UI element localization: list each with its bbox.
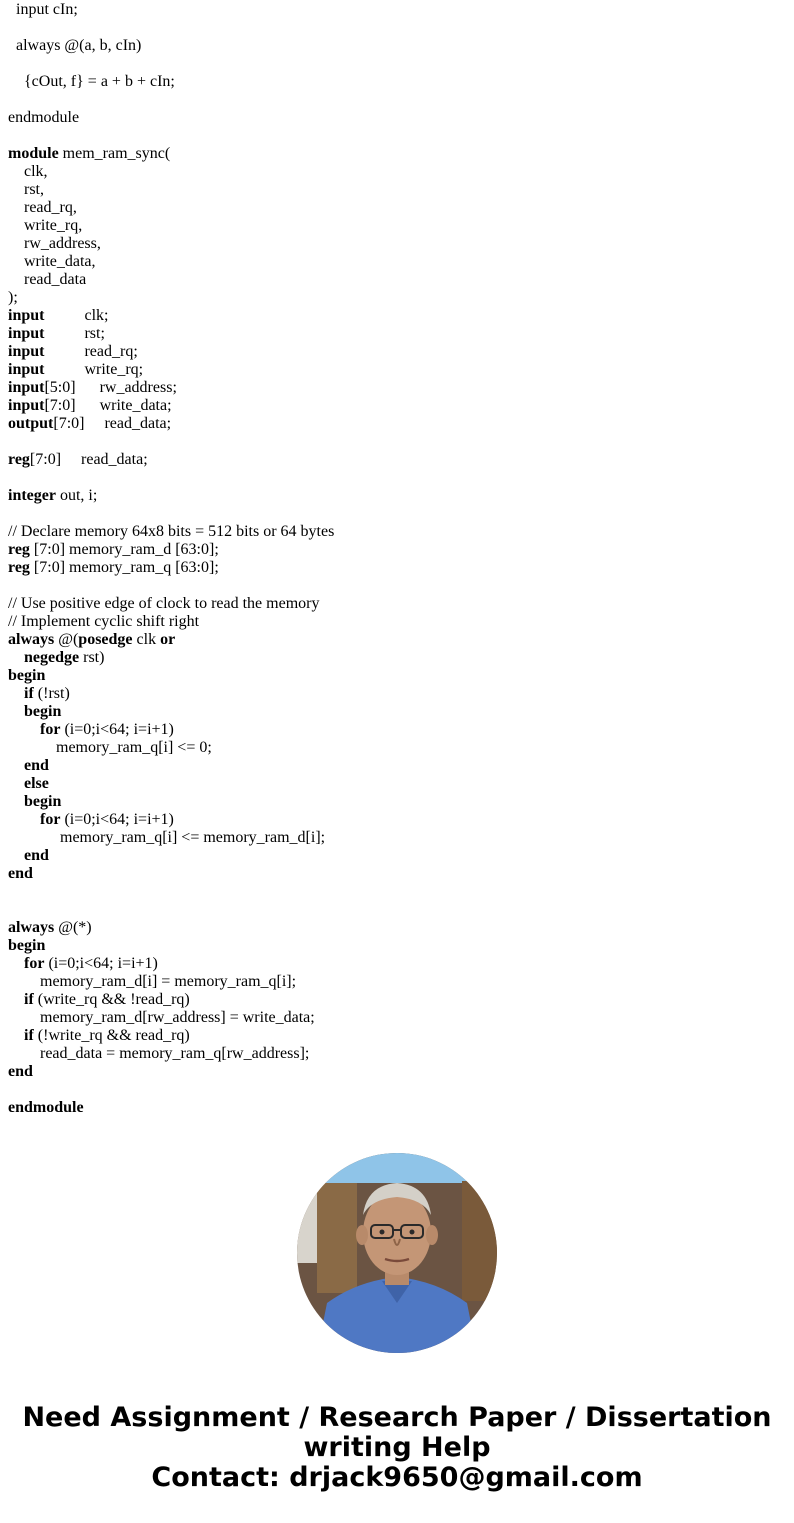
code-line <box>8 847 768 865</box>
code-line <box>8 829 768 847</box>
portrait-illustration <box>297 1153 497 1353</box>
code-text: [7:0] memory_ram_q [63:0]; <box>29 559 219 576</box>
code-line <box>8 415 768 433</box>
blank-line <box>8 469 768 487</box>
code-keyword: reg <box>8 451 30 468</box>
code-text <box>8 685 24 702</box>
code-line <box>8 523 768 541</box>
code-text: ); <box>8 289 18 306</box>
code-line <box>8 397 768 415</box>
code-line <box>8 865 768 883</box>
banner-line-2: writing Help <box>303 1432 491 1463</box>
code-line <box>8 325 768 343</box>
code-text: (!write_rq && read_rq) <box>33 1027 190 1044</box>
code-line <box>8 199 768 217</box>
code-keyword: input <box>8 397 45 414</box>
code-line <box>8 739 768 757</box>
code-keyword: end <box>24 847 49 864</box>
code-text: write_data, <box>8 253 96 270</box>
code-text: mem_ram_sync( <box>58 145 171 162</box>
code-line <box>8 307 768 325</box>
code-line <box>8 991 768 1009</box>
code-text <box>8 703 24 720</box>
code-line <box>8 559 768 577</box>
code-keyword: module <box>8 145 59 162</box>
code-text: read_data <box>8 271 87 288</box>
code-line <box>8 343 768 361</box>
code-text: [7:0] write_data; <box>44 397 172 414</box>
code-line <box>8 487 768 505</box>
code-keyword: if <box>24 991 34 1008</box>
code-keyword: else <box>24 775 49 792</box>
code-text: read_data = memory_ram_q[rw_address]; <box>8 1045 310 1062</box>
code-text <box>8 1027 24 1044</box>
code-keyword: end <box>8 1063 33 1080</box>
code-line <box>8 631 768 649</box>
code-text: @( <box>54 631 79 648</box>
verilog-code-block <box>8 1 768 1117</box>
code-line <box>8 685 768 703</box>
code-keyword: if <box>24 685 34 702</box>
code-text: memory_ram_q[i] <= memory_ram_d[i]; <box>8 829 326 846</box>
code-line <box>8 1 768 19</box>
code-line <box>8 1045 768 1063</box>
code-keyword: reg <box>8 541 30 558</box>
code-keyword: end <box>24 757 49 774</box>
code-line <box>8 37 768 55</box>
code-line <box>8 973 768 991</box>
code-line <box>8 613 768 631</box>
code-keyword: input <box>8 361 45 378</box>
blank-line <box>8 577 768 595</box>
author-avatar <box>297 1153 497 1353</box>
code-line <box>8 919 768 937</box>
code-line <box>8 109 768 127</box>
code-line <box>8 595 768 613</box>
code-line <box>8 793 768 811</box>
code-text: read_rq; <box>44 343 138 360</box>
code-text: [7:0] read_data; <box>29 451 148 468</box>
code-line <box>8 163 768 181</box>
code-text: input cIn; <box>8 1 78 18</box>
code-line <box>8 253 768 271</box>
code-text <box>8 991 24 1008</box>
code-text: (i=0;i<64; i=i+1) <box>44 955 158 972</box>
code-text: (i=0;i<64; i=i+1) <box>60 721 174 738</box>
blank-line <box>8 505 768 523</box>
code-line <box>8 271 768 289</box>
blank-line <box>8 901 768 919</box>
code-text: read_rq, <box>8 199 77 216</box>
contact-banner <box>0 1403 794 1493</box>
code-keyword: integer <box>8 487 56 504</box>
code-line <box>8 721 768 739</box>
code-line <box>8 541 768 559</box>
code-keyword: reg <box>8 559 30 576</box>
code-text: always @(a, b, cIn) <box>8 37 142 54</box>
code-line <box>8 379 768 397</box>
code-text: // Declare memory 64x8 bits = 512 bits or 64 bytes <box>8 523 335 540</box>
code-text: (!rst) <box>33 685 70 702</box>
code-line <box>8 1009 768 1027</box>
code-text: rst, <box>8 181 44 198</box>
code-text: clk <box>132 631 161 648</box>
code-text <box>8 775 24 792</box>
code-line <box>8 667 768 685</box>
code-text <box>8 955 24 972</box>
code-line <box>8 1099 768 1117</box>
code-text <box>8 793 24 810</box>
code-text: // Implement cyclic shift right <box>8 613 200 630</box>
code-line <box>8 955 768 973</box>
blank-line <box>8 91 768 109</box>
code-keyword: posedge <box>78 631 133 648</box>
code-text: rw_address, <box>8 235 101 252</box>
code-text <box>8 721 40 738</box>
code-line <box>8 649 768 667</box>
blank-line <box>8 433 768 451</box>
code-keyword: begin <box>24 793 62 810</box>
code-text <box>8 847 24 864</box>
code-keyword: input <box>8 343 45 360</box>
code-line <box>8 235 768 253</box>
code-text: endmodule <box>8 109 80 126</box>
code-line <box>8 361 768 379</box>
code-text: out, i; <box>55 487 98 504</box>
code-keyword: for <box>24 955 45 972</box>
code-text: [7:0] memory_ram_d [63:0]; <box>29 541 219 558</box>
code-keyword: for <box>40 721 61 738</box>
code-line <box>8 1063 768 1081</box>
blank-line <box>8 1081 768 1099</box>
code-line <box>8 937 768 955</box>
code-keyword: always <box>8 631 55 648</box>
code-text: [5:0] rw_address; <box>44 379 177 396</box>
code-keyword: negedge <box>24 649 80 666</box>
code-text: memory_ram_d[i] = memory_ram_q[i]; <box>8 973 297 990</box>
code-line <box>8 757 768 775</box>
code-line <box>8 775 768 793</box>
code-keyword: begin <box>8 937 46 954</box>
code-text: @(*) <box>54 919 92 936</box>
blank-line <box>8 19 768 37</box>
code-keyword: end <box>8 865 33 882</box>
code-line <box>8 811 768 829</box>
code-text <box>8 811 40 828</box>
blank-line <box>8 883 768 901</box>
code-text: clk; <box>44 307 109 324</box>
code-keyword: input <box>8 307 45 324</box>
code-text: (i=0;i<64; i=i+1) <box>60 811 174 828</box>
code-text: // Use positive edge of clock to read the memory <box>8 595 320 612</box>
code-line <box>8 181 768 199</box>
code-keyword: begin <box>8 667 46 684</box>
code-text: write_rq; <box>44 361 144 378</box>
banner-line-1: Need Assignment / Research Paper / Dissertation <box>22 1402 772 1433</box>
code-text: {cOut, f} = a + b + cIn; <box>8 73 175 90</box>
blank-line <box>8 127 768 145</box>
code-text <box>8 757 24 774</box>
code-text: memory_ram_q[i] <= 0; <box>8 739 212 756</box>
code-line <box>8 703 768 721</box>
code-keyword: input <box>8 325 45 342</box>
code-text <box>8 649 24 666</box>
code-text: write_rq, <box>8 217 83 234</box>
code-keyword: output <box>8 415 54 432</box>
code-text: [7:0] read_data; <box>53 415 172 432</box>
code-line <box>8 451 768 469</box>
code-text: clk, <box>8 163 48 180</box>
code-line <box>8 289 768 307</box>
code-line <box>8 217 768 235</box>
code-line <box>8 1027 768 1045</box>
banner-contact-line: Contact: drjack9650@gmail.com <box>151 1462 643 1493</box>
code-keyword: or <box>160 631 176 648</box>
code-text: memory_ram_d[rw_address] = write_data; <box>8 1009 315 1026</box>
code-text: rst; <box>44 325 105 342</box>
code-line <box>8 73 768 91</box>
blank-line <box>8 55 768 73</box>
code-text: (write_rq && !read_rq) <box>33 991 190 1008</box>
code-keyword: if <box>24 1027 34 1044</box>
code-keyword: begin <box>24 703 62 720</box>
code-line <box>8 145 768 163</box>
code-keyword: for <box>40 811 61 828</box>
code-keyword: input <box>8 379 45 396</box>
code-keyword: endmodule <box>8 1099 84 1116</box>
code-text: rst) <box>79 649 105 666</box>
code-keyword: always <box>8 919 55 936</box>
